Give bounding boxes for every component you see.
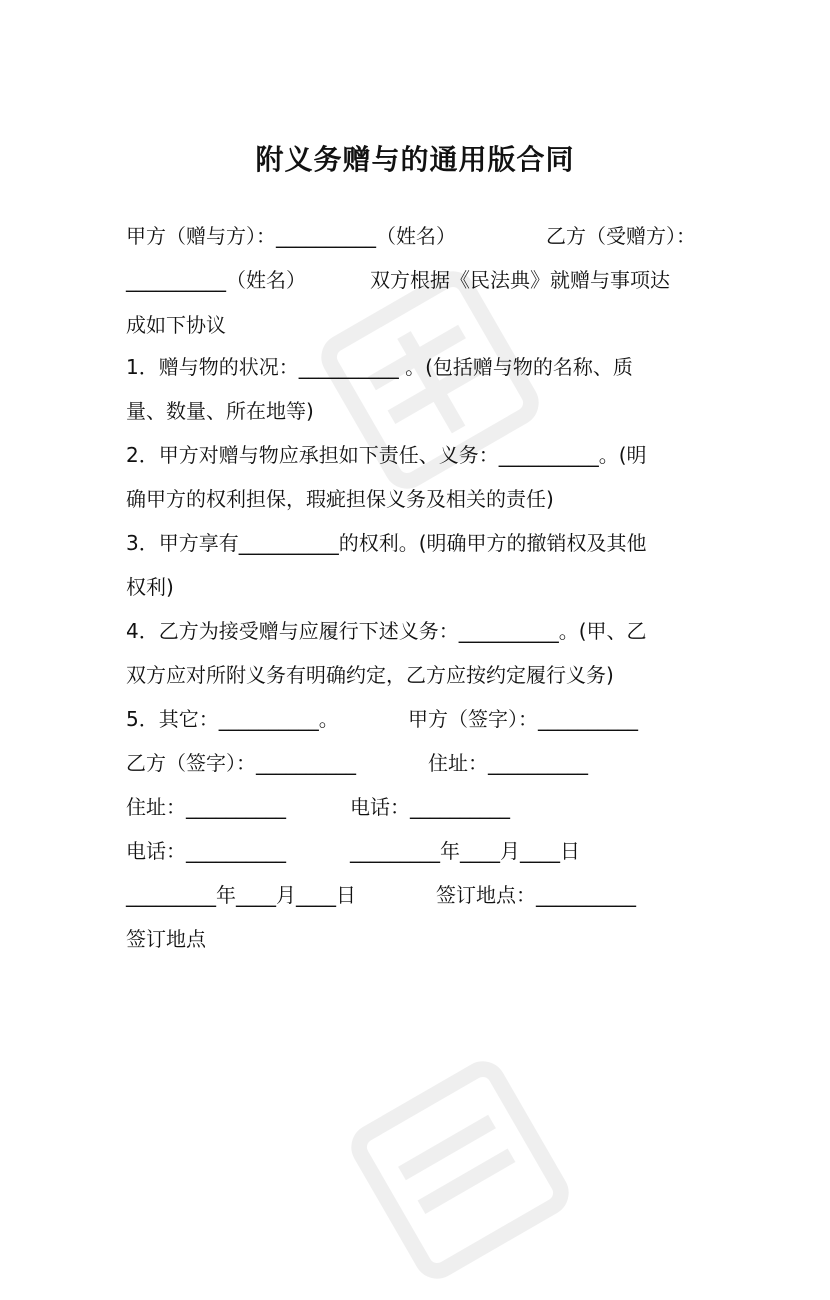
party-a-phone-field: 电话：__________ — [350, 795, 510, 819]
clause-4-text: 4．乙方为接受赠与应履行下述义务：__________。(甲、乙 — [126, 619, 647, 643]
party-b-signing-place-label: 签订地点 — [126, 927, 206, 951]
clause-3-continued-text: 权利) — [126, 575, 174, 599]
party-a-address-field: 住址：__________ — [428, 751, 588, 775]
clause-1-continued-text: 量、数量、所在地等) — [126, 399, 314, 423]
party-a-donor-label: 甲方（赠与方）：__________（姓名） — [126, 224, 456, 248]
clause-4-continued-text: 双方应对所附义务有明确约定，乙方应按约定履行义务) — [126, 663, 614, 687]
document-title: 附义务赠与的通用版合同 — [255, 143, 575, 176]
party-b-date-field: _________年____月____日 — [126, 883, 356, 907]
agreement-intro-text: 成如下协议 — [126, 313, 226, 337]
party-a-signature-field: 甲方（签字）：__________ — [408, 707, 638, 731]
party-b-signature-field: 乙方（签字）：__________ — [126, 751, 356, 775]
clause-5-text: 5．其它：__________。 — [126, 707, 339, 731]
party-b-name-blank: __________（姓名） — [126, 268, 306, 292]
party-a-signing-place-field: 签订地点：__________ — [436, 883, 636, 907]
agreement-basis-text: 双方根据《民法典》就赠与事项达 — [370, 268, 670, 292]
party-a-date-field: _________年____月____日 — [350, 839, 580, 863]
clause-3-text: 3．甲方享有__________的权利。(明确甲方的撤销权及其他 — [126, 531, 647, 555]
clause-2-continued-text: 确甲方的权利担保，瑕疵担保义务及相关的责任) — [126, 487, 554, 511]
watermark-logo-icon — [330, 1040, 590, 1300]
party-b-phone-field: 电话：__________ — [126, 839, 286, 863]
clause-1-text: 1．赠与物的状况：__________ 。(包括赠与物的名称、质 — [126, 355, 633, 379]
party-b-address-field: 住址：__________ — [126, 795, 286, 819]
party-b-donee-label: 乙方（受赠方）： — [546, 224, 696, 248]
clause-2-text: 2．甲方对赠与物应承担如下责任、义务：__________。(明 — [126, 443, 647, 467]
